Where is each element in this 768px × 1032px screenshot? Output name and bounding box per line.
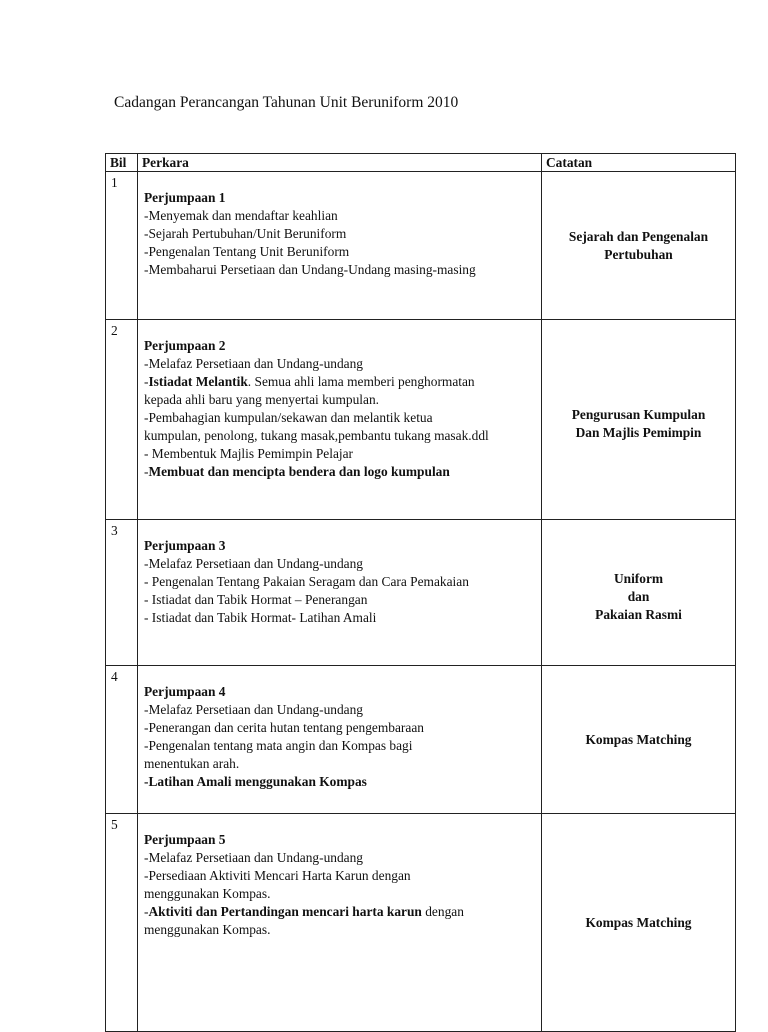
meeting-heading: Perjumpaan 5 (144, 832, 226, 847)
meeting-heading: Perjumpaan 2 (144, 338, 226, 353)
agenda-line: menentukan arah. (144, 756, 240, 771)
catatan-line: Dan Majlis Pemimpin (575, 424, 702, 440)
row-perkara (138, 172, 542, 320)
agenda-line: - Pengenalan Tentang Pakaian Seragam dan Cara Pemakaian (144, 574, 469, 589)
header-perkara: Perkara (138, 154, 542, 172)
header-bil: Bil (106, 154, 138, 172)
agenda-line: -Melafaz Persetiaan dan Undang-undang (144, 356, 363, 371)
agenda-line: -Membaharui Persetiaan dan Undang-Undang masing-masing (144, 262, 476, 277)
table-row (106, 520, 736, 666)
row-catatan (542, 172, 736, 320)
header-catatan: Catatan (542, 154, 736, 172)
agenda-line: -Menyemak dan mendaftar keahlian (144, 208, 338, 223)
table-row (106, 666, 736, 814)
agenda-line (144, 373, 535, 391)
bold-phrase: Aktiviti dan Pertandingan mencari harta karun (148, 904, 422, 919)
row-perkara (138, 814, 542, 1032)
bold-phrase: Istiadat Melantik (148, 374, 248, 389)
annual-plan-table (105, 153, 736, 1032)
row-catatan (542, 814, 736, 1032)
meeting-heading: Perjumpaan 4 (144, 684, 226, 699)
agenda-line: - Istiadat dan Tabik Hormat- Latihan Amali (144, 610, 377, 625)
line-rest: . Semua ahli lama memberi penghormatan (247, 374, 475, 389)
agenda-line: kepada ahli baru yang menyertai kumpulan. (144, 392, 379, 407)
catatan-line: dan (627, 588, 650, 604)
agenda-line: -Sejarah Pertubuhan/Unit Beruniform (144, 226, 347, 241)
agenda-line: -Pembahagian kumpulan/sekawan dan melantik ketua (144, 410, 433, 425)
catatan-line: Pertubuhan (604, 246, 673, 262)
bold-phrase: Membuat dan mencipta bendera dan logo kumpulan (148, 464, 450, 479)
agenda-line: -Pengenalan tentang mata angin dan Kompas bagi (144, 738, 413, 753)
table-header-row (106, 154, 736, 172)
document-title: Cadangan Perancangan Tahunan Unit Beruniform 2010 (114, 94, 459, 111)
row-number: 3 (106, 520, 138, 666)
agenda-line: menggunakan Kompas. (144, 886, 271, 901)
row-perkara (138, 666, 542, 814)
agenda-line: -Melafaz Persetiaan dan Undang-undang (144, 850, 363, 865)
catatan-line: Kompas Matching (585, 731, 692, 747)
agenda-line: -Melafaz Persetiaan dan Undang-undang (144, 702, 363, 717)
agenda-line: kumpulan, penolong, tukang masak,pembantu tukang masak.ddl (144, 428, 489, 443)
table-row (106, 320, 736, 520)
meeting-heading: Perjumpaan 3 (144, 538, 226, 553)
agenda-line: - Membentuk Majlis Pemimpin Pelajar (144, 446, 354, 461)
row-number: 2 (106, 320, 138, 520)
row-catatan (542, 520, 736, 666)
agenda-line (144, 463, 535, 481)
line-prefix: - (144, 374, 149, 389)
catatan-line: Pengurusan Kumpulan (571, 406, 706, 422)
agenda-line: -Melafaz Persetiaan dan Undang-undang (144, 556, 363, 571)
line-prefix: - (144, 904, 149, 919)
line-prefix: - (144, 464, 149, 479)
row-number: 5 (106, 814, 138, 1032)
meeting-heading: Perjumpaan 1 (144, 190, 226, 205)
line-rest: dengan (421, 904, 464, 919)
catatan-line: Kompas Matching (585, 914, 692, 930)
row-perkara (138, 320, 542, 520)
agenda-line (144, 903, 535, 921)
row-number: 1 (106, 172, 138, 320)
row-catatan (542, 320, 736, 520)
agenda-line: -Persediaan Aktiviti Mencari Harta Karun dengan (144, 868, 411, 883)
row-perkara (138, 520, 542, 666)
table-row (106, 814, 736, 1032)
agenda-line: -Pengenalan Tentang Unit Beruniform (144, 244, 350, 259)
row-catatan (542, 666, 736, 814)
agenda-line: - Istiadat dan Tabik Hormat – Penerangan (144, 592, 368, 607)
catatan-line: Sejarah dan Pengenalan (568, 228, 709, 244)
catatan-line: Pakaian Rasmi (595, 606, 682, 622)
agenda-line: menggunakan Kompas. (144, 922, 271, 937)
row-number: 4 (106, 666, 138, 814)
catatan-line: Uniform (613, 570, 664, 586)
table-row (106, 172, 736, 320)
agenda-line: -Penerangan dan cerita hutan tentang pengembaraan (144, 720, 424, 735)
agenda-line-bold: -Latihan Amali menggunakan Kompas (144, 774, 367, 789)
